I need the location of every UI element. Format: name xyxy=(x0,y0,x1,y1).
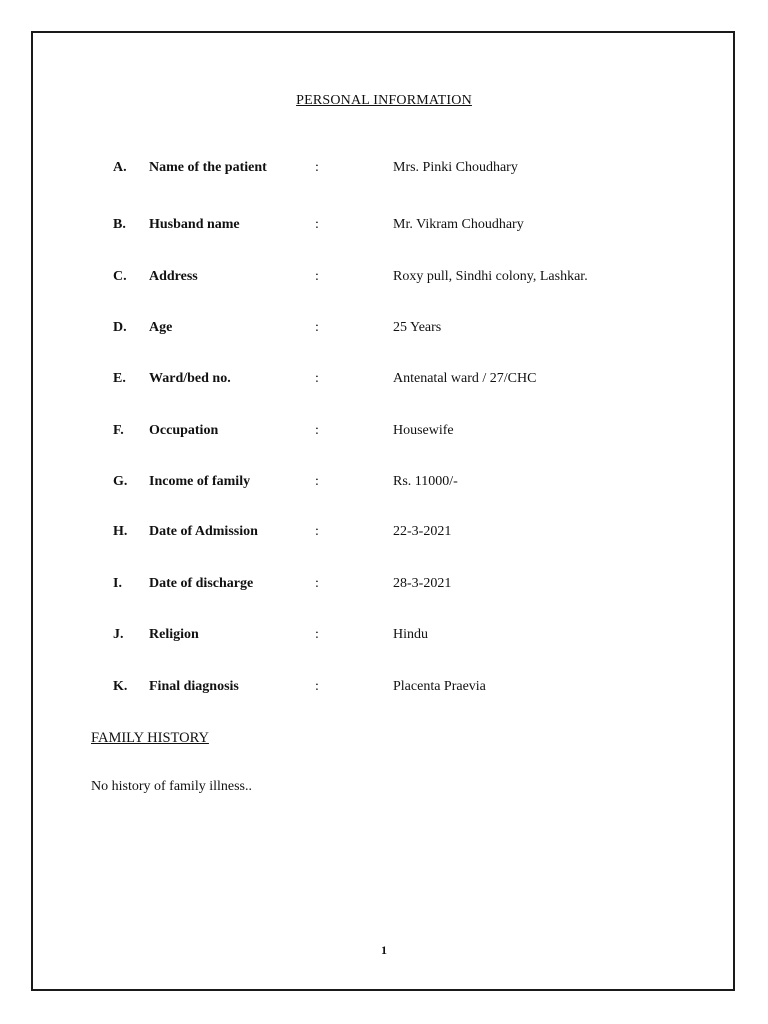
row-colon: : xyxy=(315,576,319,591)
info-row-age xyxy=(0,320,768,340)
row-value: 25 Years xyxy=(393,320,442,335)
info-row-income xyxy=(0,474,768,494)
row-label: Date of discharge xyxy=(149,576,254,591)
info-row-address xyxy=(0,269,768,289)
row-value: Rs. 11000/- xyxy=(393,474,458,489)
row-colon: : xyxy=(315,524,319,539)
page-number: 1 xyxy=(381,943,387,957)
info-row-ward-bed xyxy=(0,371,768,391)
row-value: Placenta Praevia xyxy=(393,679,486,694)
row-value: Antenatal ward / 27/CHC xyxy=(393,371,537,386)
row-value: 22-3-2021 xyxy=(393,524,452,539)
info-row-husband-name xyxy=(0,217,768,237)
row-letter: G. xyxy=(113,474,128,489)
family-history-heading: FAMILY HISTORY xyxy=(91,730,209,746)
row-value: Mrs. Pinki Choudhary xyxy=(393,160,518,175)
row-value: Mr. Vikram Choudhary xyxy=(393,217,524,232)
row-colon: : xyxy=(315,217,319,232)
row-label: Income of family xyxy=(149,474,251,489)
row-value: Hindu xyxy=(393,627,428,642)
row-colon: : xyxy=(315,627,319,642)
row-label: Husband name xyxy=(149,217,240,232)
row-letter: D. xyxy=(113,320,127,335)
row-letter: B. xyxy=(113,217,126,232)
family-history-text: No history of family illness.. xyxy=(91,779,252,794)
row-label: Date of Admission xyxy=(149,524,258,539)
row-letter: E. xyxy=(113,371,126,386)
row-colon: : xyxy=(315,679,319,694)
row-letter: I. xyxy=(113,576,122,591)
info-row-occupation xyxy=(0,423,768,443)
row-letter: A. xyxy=(113,160,127,175)
row-label: Age xyxy=(149,320,173,335)
row-label: Occupation xyxy=(149,423,219,438)
info-row-date-of-discharge xyxy=(0,576,768,596)
page-title: PERSONAL INFORMATION xyxy=(296,93,472,108)
row-letter: F. xyxy=(113,423,124,438)
row-label: Name of the patient xyxy=(149,160,267,175)
row-value: Housewife xyxy=(393,423,454,438)
row-value: 28-3-2021 xyxy=(393,576,452,591)
row-letter: C. xyxy=(113,269,127,284)
info-row-religion xyxy=(0,627,768,647)
row-colon: : xyxy=(315,269,319,284)
info-row-date-of-admission xyxy=(0,524,768,544)
row-colon: : xyxy=(315,320,319,335)
row-label: Final diagnosis xyxy=(149,679,239,694)
info-row-final-diagnosis xyxy=(0,679,768,699)
row-colon: : xyxy=(315,371,319,386)
row-colon: : xyxy=(315,423,319,438)
row-colon: : xyxy=(315,474,319,489)
row-value: Roxy pull, Sindhi colony, Lashkar. xyxy=(393,269,588,284)
row-label: Address xyxy=(149,269,198,284)
row-colon: : xyxy=(315,160,319,175)
row-label: Ward/bed no. xyxy=(149,371,231,386)
row-letter: H. xyxy=(113,524,128,539)
row-letter: J. xyxy=(113,627,124,642)
info-row-name-of-patient xyxy=(0,160,768,180)
row-label: Religion xyxy=(149,627,199,642)
row-letter: K. xyxy=(113,679,128,694)
